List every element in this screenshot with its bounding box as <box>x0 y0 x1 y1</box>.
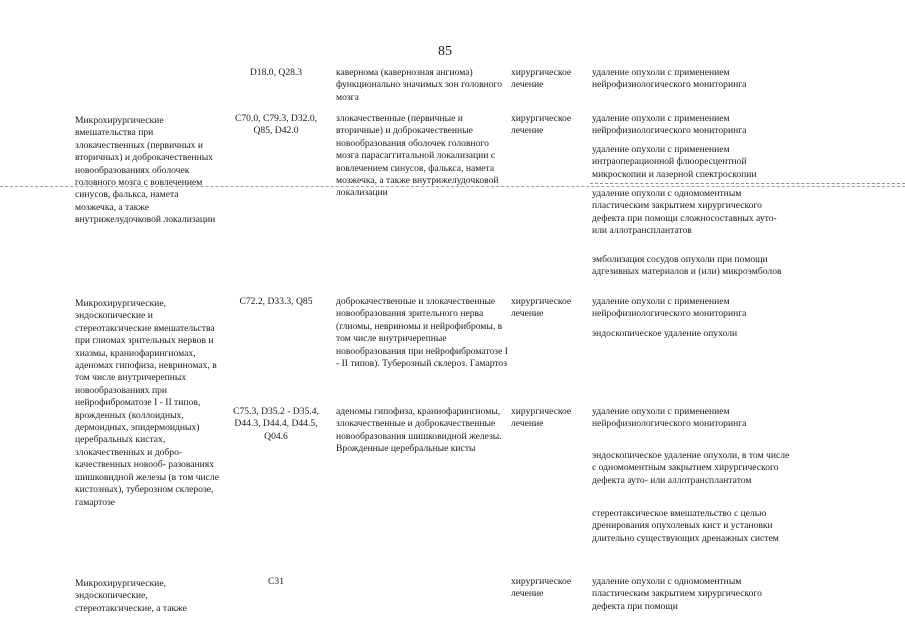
method-cell: удаление опухоли с применением интраоперационной флюоресцентной микроскопии и лазерной спектроскопии <box>592 144 757 180</box>
intervention-name-cell: Микрохирургические, эндоскопические, стереотаксические, а также <box>75 578 187 614</box>
treatment-cell: хирургическое лечение <box>511 67 572 91</box>
method-cell: эндоскопическое удаление опухоли, в том числе с одномоментным закрытием хирургического дефекта ауто- или аллотрансплантатом <box>592 450 790 486</box>
method-cell: удаление опухоли с применением нейрофизиологического мониторинга <box>592 67 747 91</box>
intervention-name-cell: Микрохирургические, эндоскопические и стереотаксические вмешательства при глиомах зрительных нервов и хиазмы, краниофарингиомах, аденомах гипофиза, невриномах, в том числе внутричерепных новообразованиях при нейрофиброматозе I - II типов, врожденных (коллоидных, дермоидных, эпидермоидных) церебральных кистах, злокачественных и добро- качественных новооб- разованиях шишковидной железы (в том числе кистозных), туберозном склерозе, гамартозе <box>75 298 219 508</box>
codes-cell: C72.2, D33.3, Q85 <box>239 296 313 307</box>
method-cell: эндоскопическое удаление опухоли <box>592 328 738 339</box>
codes-cell: C31 <box>268 576 284 587</box>
scan-artifact-line-right <box>590 183 905 184</box>
method-cell: стереотаксическое вмешательство с целью дренирования опухолевых кист и установки длительно существующих дренажных систем <box>592 508 779 544</box>
treatment-cell: хирургическое лечение <box>511 113 572 137</box>
method-cell: удаление опухоли с применением нейрофизиологического мониторинга <box>592 406 747 430</box>
method-cell: удаление опухоли с одномоментным пластическим закрытием хирургического дефекта при помощи сложносоставных ауто- или аллотрансплантатов <box>592 188 777 237</box>
method-cell: удаление опухоли с применением нейрофизиологического мониторинга <box>592 113 747 137</box>
treatment-cell: хирургическое лечение <box>511 296 572 320</box>
model-cell: аденомы гипофиза, краниофарингиомы, злокачественные и доброкачественные новообразования шишковидной железы. Врожденные церебральные кисты <box>336 406 502 455</box>
intervention-name-cell: Микрохирургические вмешательства при злокачественных (первичных и вторичных) и доброкачественных новообразованиях оболочек головного мозга с вовлечением синусов, фалькса, намета мозжечка, а также внутрижелудочковой локализации <box>75 115 216 226</box>
model-cell: кавернома (кавернозная ангиома) функционально значимых зон головного мозга <box>336 67 503 103</box>
page-number: 85 <box>438 44 452 59</box>
method-cell: удаление опухоли с одномоментным пластическим закрытием хирургического дефекта при помощи <box>592 576 762 612</box>
method-cell: удаление опухоли с применением нейрофизиологического мониторинга <box>592 296 747 320</box>
treatment-cell: хирургическое лечение <box>511 406 572 430</box>
model-cell: злокачественные (первичные и вторичные) и доброкачественные новообразования оболочек головного мозга парасаггитальной локализации с вовлечением синусов, фалькса, намета мозжечка, а также внутрижелудочковой локализации <box>336 113 499 199</box>
model-cell: доброкачественные и злокачественные новообразования зрительного нерва (глиомы, невриномы и нейрофибромы, в том числе внутричерепные новообразования при нейрофиброматозе I - II типов). Туберозный склероз. Гамартоз <box>336 296 508 370</box>
method-cell: эмболизация сосудов опухоли при помощи адгезивных материалов и (или) микроэмболов <box>592 254 782 278</box>
codes-cell: D18.0, Q28.3 <box>249 67 303 78</box>
codes-cell: C75.3, D35.2 - D35.4, D44.3, D44.4, D44.5, Q04.6 <box>233 406 319 442</box>
codes-cell: C70.0, C79.3, D32.0, Q85, D42.0 <box>234 113 318 137</box>
treatment-cell: хирургическое лечение <box>511 576 572 600</box>
